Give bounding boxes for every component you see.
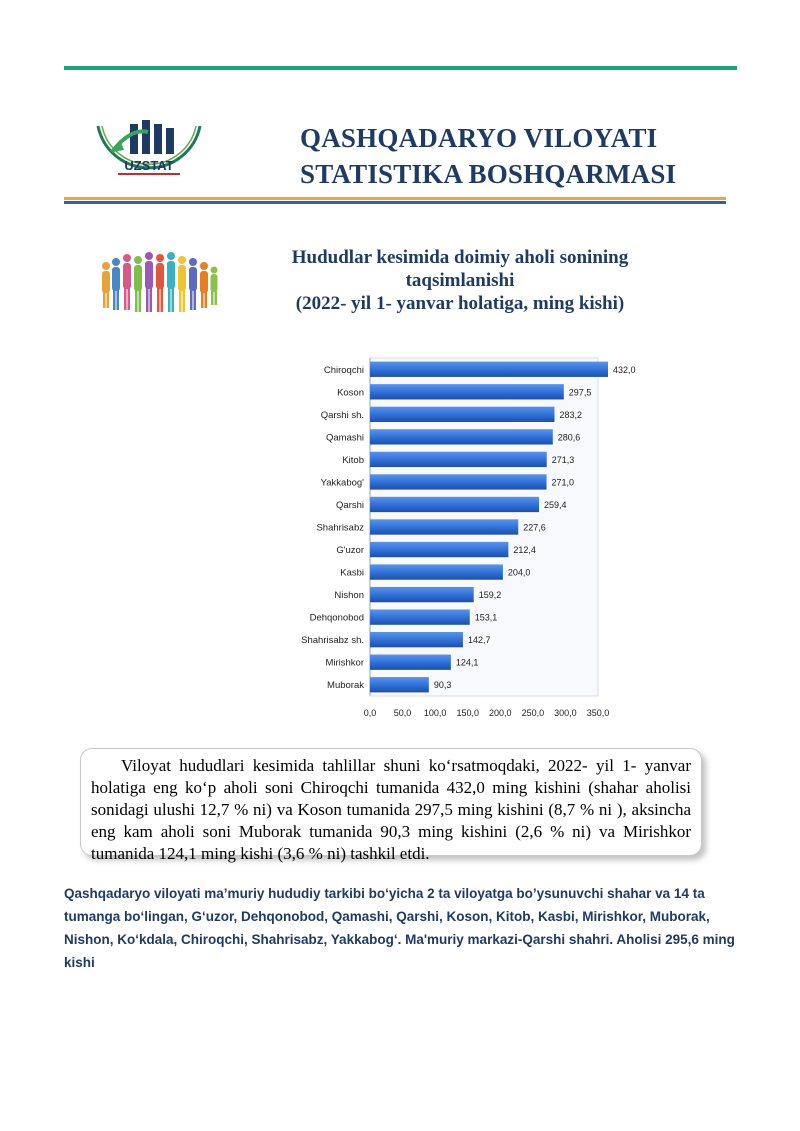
x-tick-label: 300,0 — [554, 708, 577, 718]
bar — [370, 564, 503, 579]
data-label: 124,1 — [455, 657, 479, 668]
header-rule-orange — [64, 197, 726, 200]
logo-wordmark: UZSTAT — [124, 158, 174, 173]
title-line-1: QASHQADARYO VILOYATI — [300, 123, 658, 153]
category-label: Yakkabog' — [320, 477, 364, 489]
category-label: Shahrisabz sh. — [301, 635, 364, 647]
data-label: 212,4 — [513, 545, 536, 556]
category-label: Dehqonobod — [309, 612, 364, 624]
bar — [370, 452, 547, 467]
category-label: Kasbi — [340, 567, 364, 579]
data-label: 90,3 — [433, 680, 452, 691]
uzstat-logo — [90, 118, 208, 190]
category-label: Koson — [337, 387, 364, 399]
category-label: Qamashi — [325, 432, 364, 444]
bar — [370, 429, 553, 444]
bar — [370, 677, 429, 692]
category-label: Shahrisabz — [316, 522, 364, 534]
data-label: 280,6 — [557, 432, 581, 443]
commentary-text: Viloyat hududlari kesimida tahlillar shuni ko‘rsatmoqdaki, 2022- yil 1- yanvar holatiga eng ko‘p aholi soni Chiroqchi tumanida 432,0 ming kishini (shahar aholisi sonidagi ulushi 12,7 % ni) va Koson tumanida 297,5 ming kishini (8,7 % ni ), aksincha eng kam aholi soni Muborak tumanida 90,3 ming kishini (2,6 % ni) va Mirishkor tumanida 124,1 ming kishi (3,6 % ni) tashkil etdi. — [91, 756, 691, 863]
bar — [370, 632, 463, 647]
bar — [370, 587, 474, 602]
title-line-2: STATISTIKA BOSHQARMASI — [300, 159, 677, 189]
data-label: 142,7 — [467, 635, 491, 646]
bar — [370, 407, 554, 422]
x-tick-label: 350,0 — [586, 708, 610, 718]
bar — [370, 519, 518, 534]
data-label: 159,2 — [478, 590, 502, 601]
chart-title — [250, 246, 670, 315]
x-tick-label: 150,0 — [456, 708, 479, 718]
population-bar-chart — [290, 352, 636, 724]
data-label: 259,4 — [543, 499, 567, 510]
data-label: 432,0 — [613, 364, 636, 375]
data-label: 271,3 — [551, 454, 575, 465]
data-label: 204,0 — [507, 567, 531, 578]
chart-title-line-2: taqsimlanishi — [405, 270, 515, 291]
bar — [370, 609, 470, 624]
people-illustration — [96, 244, 220, 322]
commentary-box — [80, 748, 702, 863]
header-rule-blue — [64, 201, 726, 204]
category-label: Qarshi sh. — [320, 409, 364, 421]
x-tick-label: 200,0 — [489, 708, 512, 718]
category-label: Nishon — [334, 590, 364, 602]
data-label: 271,0 — [551, 477, 575, 488]
category-label: G'uzor — [336, 545, 364, 557]
bar — [370, 384, 564, 399]
data-label: 283,2 — [559, 409, 583, 420]
bar — [370, 497, 539, 512]
x-tick-label: 250,0 — [521, 708, 545, 718]
category-label: Chiroqchi — [323, 364, 364, 376]
category-label: Kitob — [342, 454, 364, 466]
chart-title-line-1: Hududlar kesimida doimiy aholi sonining — [291, 247, 629, 268]
bar — [370, 655, 451, 670]
x-tick-label: 50,0 — [393, 708, 412, 718]
top-divider — [64, 66, 737, 70]
x-tick-label: 0,0 — [363, 708, 377, 718]
bar-chart-svg — [290, 352, 636, 724]
data-label: 297,5 — [568, 387, 592, 398]
organization-title — [300, 120, 720, 192]
region-description: Qashqadaryo viloyati ma’muriy hududiy tarkibi bo‘yicha 2 ta viloyatga bo’ysunuvchi shahar va 14 ta tumanga bo‘lingan, G‘uzor, Dehqonobod, Qamashi, Qarshi, Koson, Kitob, Kasbi, Mirishkor, Muborak, Nishon, Ko‘kdala, Chiroqchi, Shahrisabz, Yakkabog‘. Ma'muriy markazi-Qarshi shahri. Aholisi 295,6 ming kishi — [64, 886, 735, 970]
chart-title-line-3: (2022- yil 1- yanvar holatiga, ming kishi) — [295, 293, 625, 314]
category-label: Muborak — [327, 680, 364, 692]
bar — [370, 542, 508, 557]
data-label: 227,6 — [523, 522, 546, 533]
bar — [370, 474, 547, 489]
bar — [370, 362, 608, 377]
data-label: 153,1 — [474, 612, 498, 623]
category-label: Qarshi — [336, 499, 364, 511]
category-label: Mirishkor — [325, 657, 364, 669]
x-tick-label: 100,0 — [423, 708, 447, 718]
